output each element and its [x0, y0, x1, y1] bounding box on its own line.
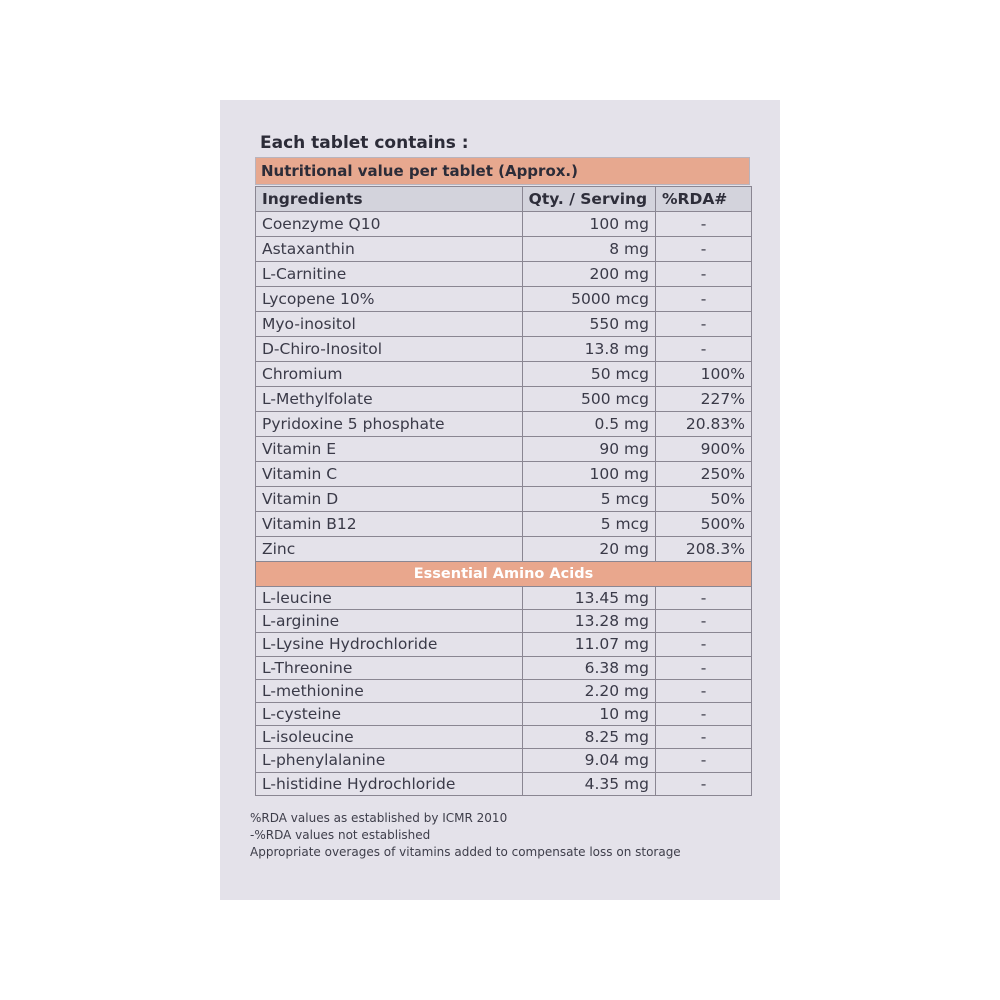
ingredient-qty: 90 mg	[522, 437, 655, 462]
ingredient-qty: 5 mcg	[522, 487, 655, 512]
table-row	[256, 512, 752, 537]
ingredient-rda: -	[655, 262, 751, 287]
table-row	[256, 633, 752, 656]
ingredient-qty: 100 mg	[522, 462, 655, 487]
ingredient-rda: 208.3%	[655, 537, 751, 562]
ingredient-name: L-leucine	[256, 587, 523, 610]
nutrition-title-bar: Nutritional value per tablet (Approx.)	[255, 157, 750, 185]
ingredient-qty: 500 mcg	[522, 387, 655, 412]
ingredient-qty: 6.38 mg	[522, 656, 655, 679]
table-row	[256, 412, 752, 437]
ingredient-rda: -	[655, 679, 751, 702]
ingredient-name: Zinc	[256, 537, 523, 562]
footnote-overages: Appropriate overages of vitamins added to compensate loss on storage	[250, 845, 681, 859]
ingredient-qty: 10 mg	[522, 702, 655, 725]
page-title: Each tablet contains :	[260, 133, 469, 153]
ingredient-name: Myo-inositol	[256, 312, 523, 337]
ingredient-name: L-Lysine Hydrochloride	[256, 633, 523, 656]
ingredient-qty: 13.28 mg	[522, 610, 655, 633]
rda-header: %RDA#	[655, 187, 751, 212]
ingredient-qty: 200 mg	[522, 262, 655, 287]
ingredient-rda: 250%	[655, 462, 751, 487]
ingredient-rda: -	[655, 212, 751, 237]
table-row	[256, 362, 752, 387]
ingredient-rda: 20.83%	[655, 412, 751, 437]
amino-section-header	[256, 562, 752, 587]
ingredient-qty: 50 mcg	[522, 362, 655, 387]
ingredient-name: Chromium	[256, 362, 523, 387]
ingredient-qty: 8 mg	[522, 237, 655, 262]
table-row	[256, 726, 752, 749]
ingredient-rda: -	[655, 656, 751, 679]
ingredient-qty: 2.20 mg	[522, 679, 655, 702]
ingredient-name: Astaxanthin	[256, 237, 523, 262]
ingredient-rda: 900%	[655, 437, 751, 462]
ingredient-name: Vitamin B12	[256, 512, 523, 537]
nutrient-rows	[256, 212, 752, 562]
ingredient-rda: -	[655, 312, 751, 337]
ingredient-rda: 50%	[655, 487, 751, 512]
ingredient-qty: 4.35 mg	[522, 772, 655, 795]
ingredient-rda: -	[655, 726, 751, 749]
ingredient-rda: 500%	[655, 512, 751, 537]
ingredients-header: Ingredients	[256, 187, 523, 212]
ingredient-name: Vitamin C	[256, 462, 523, 487]
nutrition-table	[255, 186, 752, 796]
ingredient-name: D-Chiro-Inositol	[256, 337, 523, 362]
ingredient-rda: -	[655, 702, 751, 725]
ingredient-rda: 100%	[655, 362, 751, 387]
ingredient-name: L-methionine	[256, 679, 523, 702]
ingredient-name: L-arginine	[256, 610, 523, 633]
ingredient-rda: -	[655, 633, 751, 656]
ingredient-name: L-phenylalanine	[256, 749, 523, 772]
ingredient-qty: 20 mg	[522, 537, 655, 562]
supplement-label-card	[220, 100, 780, 900]
table-row	[256, 749, 752, 772]
ingredient-name: L-Carnitine	[256, 262, 523, 287]
table-header-row	[256, 187, 752, 212]
ingredient-qty: 9.04 mg	[522, 749, 655, 772]
ingredient-qty: 13.8 mg	[522, 337, 655, 362]
table-row	[256, 610, 752, 633]
amino-rows	[256, 562, 752, 796]
table-row	[256, 537, 752, 562]
ingredient-rda: -	[655, 610, 751, 633]
ingredient-name: L-isoleucine	[256, 726, 523, 749]
footnote-rda-not-established: -%RDA values not established	[250, 828, 431, 842]
ingredient-name: L-Threonine	[256, 656, 523, 679]
ingredient-qty: 5000 mcg	[522, 287, 655, 312]
ingredient-name: L-cysteine	[256, 702, 523, 725]
table-row	[256, 437, 752, 462]
ingredient-name: Coenzyme Q10	[256, 212, 523, 237]
ingredient-qty: 5 mcg	[522, 512, 655, 537]
table-row	[256, 772, 752, 795]
table-row	[256, 387, 752, 412]
table-row	[256, 237, 752, 262]
table-row	[256, 702, 752, 725]
table-row	[256, 587, 752, 610]
ingredient-qty: 550 mg	[522, 312, 655, 337]
table-row	[256, 212, 752, 237]
table-row	[256, 656, 752, 679]
ingredient-qty: 8.25 mg	[522, 726, 655, 749]
ingredient-name: Lycopene 10%	[256, 287, 523, 312]
ingredient-rda: -	[655, 337, 751, 362]
ingredient-qty: 13.45 mg	[522, 587, 655, 610]
ingredient-name: Vitamin E	[256, 437, 523, 462]
table-row	[256, 262, 752, 287]
ingredient-name: Vitamin D	[256, 487, 523, 512]
table-row	[256, 312, 752, 337]
ingredient-rda: -	[655, 749, 751, 772]
table-row	[256, 337, 752, 362]
table-row	[256, 462, 752, 487]
ingredient-qty: 11.07 mg	[522, 633, 655, 656]
ingredient-rda: -	[655, 772, 751, 795]
ingredient-name: L-Methylfolate	[256, 387, 523, 412]
table-row	[256, 487, 752, 512]
amino-section-title: Essential Amino Acids	[256, 562, 752, 587]
table-row	[256, 679, 752, 702]
ingredient-name: Pyridoxine 5 phosphate	[256, 412, 523, 437]
ingredient-rda: -	[655, 287, 751, 312]
ingredient-qty: 0.5 mg	[522, 412, 655, 437]
qty-header: Qty. / Serving	[522, 187, 655, 212]
footnote-rda-source: %RDA values as established by ICMR 2010	[250, 811, 508, 825]
ingredient-qty: 100 mg	[522, 212, 655, 237]
footnotes	[250, 810, 681, 861]
ingredient-rda: 227%	[655, 387, 751, 412]
ingredient-name: L-histidine Hydrochloride	[256, 772, 523, 795]
table-row	[256, 287, 752, 312]
ingredient-rda: -	[655, 237, 751, 262]
ingredient-rda: -	[655, 587, 751, 610]
